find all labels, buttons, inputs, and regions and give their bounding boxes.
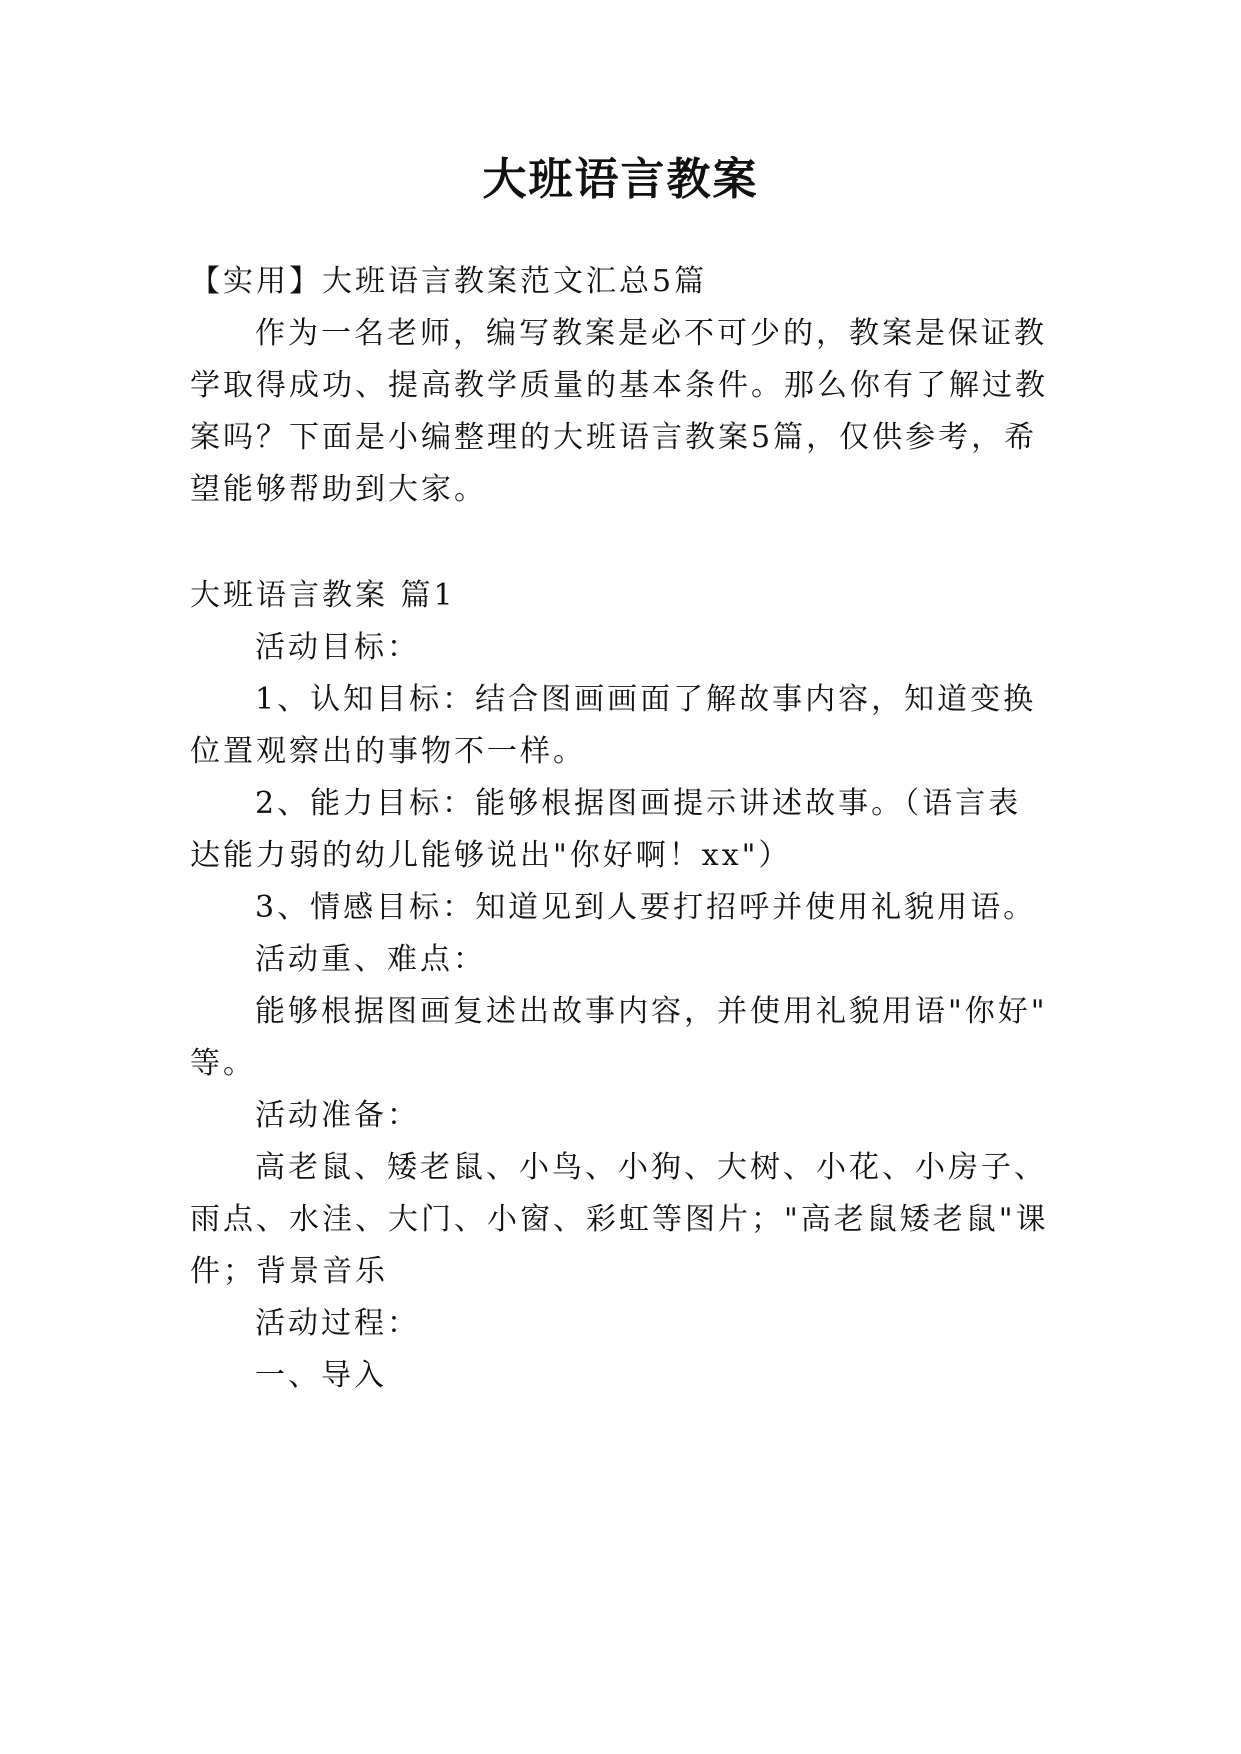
paragraph-line: 能够根据图画复述出故事内容，并使用礼貌用语"你好" [255,994,1048,1029]
paragraph-line: 1、认知目标：结合图画画面了解故事内容，知道变换 [255,682,1037,717]
paragraph-line: 3、情感目标：知道见到人要打招呼并使用礼貌用语。 [255,890,1037,925]
paragraph-line: 作为一名老师，编写教案是必不可少的，教案是保证教 [255,316,1047,351]
paragraph-line: 活动准备： [255,1098,420,1133]
intro-heading: 【实用】大班语言教案范文汇总5篇 [190,264,708,299]
paragraph-line: 位置观察出的事物不一样。 [190,734,586,769]
paragraph-line: 件；背景音乐 [190,1254,388,1289]
paragraph-line: 雨点、水洼、大门、小窗、彩虹等图片；"高老鼠矮老鼠"课 [190,1202,1049,1237]
paragraph-line: 活动目标： [255,630,420,665]
paragraph-line: 学取得成功、提高教学质量的基本条件。那么你有了解过教 [190,368,1048,403]
section-heading: 大班语言教案 篇1 [190,578,456,613]
paragraph-line: 活动重、难点： [255,942,486,977]
paragraph-line: 活动过程： [255,1306,420,1341]
paragraph-line: 高老鼠、矮老鼠、小鸟、小狗、大树、小花、小房子、 [255,1150,1047,1185]
paragraph-line: 望能够帮助到大家。 [190,472,487,507]
page-title: 大班语言教案 [482,154,759,205]
paragraph-line: 2、能力目标：能够根据图画提示讲述故事。（语言表 [255,786,1022,821]
paragraph-line: 等。 [190,1046,256,1081]
paragraph-line: 一、导入 [255,1358,387,1393]
paragraph-line: 案吗？下面是小编整理的大班语言教案5篇，仅供参考，希 [190,420,1038,455]
paragraph-line: 达能力弱的幼儿能够说出"你好啊！xx"） [190,838,792,873]
